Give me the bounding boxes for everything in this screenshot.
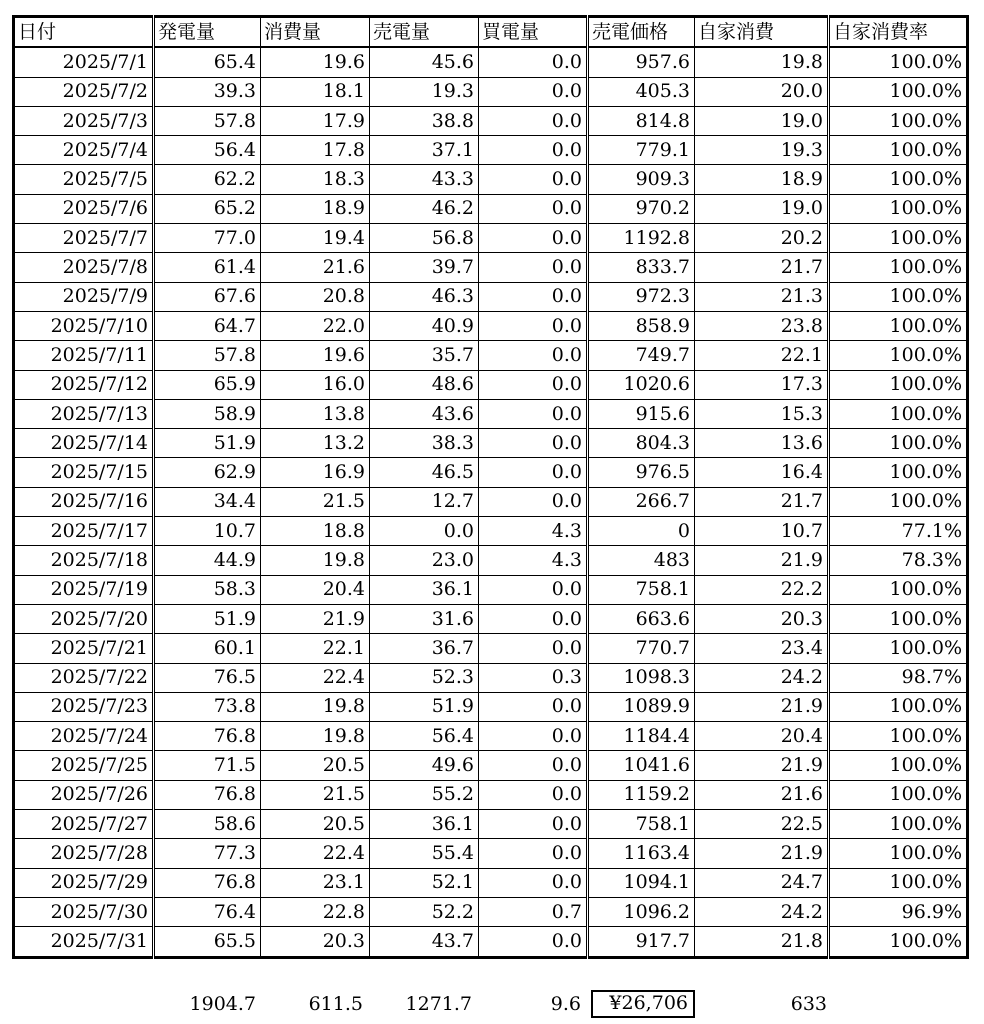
consumption-cell[interactable]: 18.3 [261, 165, 370, 194]
total-generation[interactable]: 1904.7 [189, 993, 256, 1015]
table-row [14, 399, 968, 428]
sale-price-cell[interactable]: 957.6 [588, 47, 695, 77]
sale-price-cell[interactable]: 1192.8 [588, 224, 695, 253]
table-row [14, 663, 968, 692]
sale-price-cell[interactable]: 663.6 [588, 604, 695, 633]
date-cell[interactable]: 2025/7/15 [14, 458, 154, 487]
sale-price-cell[interactable]: 917.7 [588, 927, 695, 957]
table-row [14, 487, 968, 516]
consumption-cell[interactable]: 19.6 [261, 47, 370, 77]
sold-cell[interactable]: 52.1 [370, 868, 479, 897]
sale-price-cell[interactable]: 972.3 [588, 282, 695, 311]
self-consumption-rate-cell[interactable]: 100.0% [829, 253, 968, 282]
generation-cell[interactable]: 62.2 [154, 165, 261, 194]
consumption-cell[interactable]: 19.8 [261, 546, 370, 575]
self-consumption-rate-cell[interactable]: 100.0% [829, 751, 968, 780]
sale-price-cell[interactable]: 1020.6 [588, 370, 695, 399]
self-consumption-rate-cell[interactable]: 100.0% [829, 341, 968, 370]
table-row [14, 429, 968, 458]
header-generation[interactable]: 発電量 [154, 17, 261, 48]
sale-price-cell[interactable]: 770.7 [588, 634, 695, 663]
sold-cell[interactable]: 52.3 [370, 663, 479, 692]
date-cell[interactable]: 2025/7/5 [14, 165, 154, 194]
consumption-cell[interactable]: 19.6 [261, 341, 370, 370]
table-row [14, 341, 968, 370]
consumption-cell[interactable]: 18.8 [261, 517, 370, 546]
self-consumption-cell[interactable]: 23.4 [695, 634, 829, 663]
bought-cell[interactable]: 0.0 [479, 722, 588, 751]
self-consumption-rate-cell[interactable]: 96.9% [829, 897, 968, 926]
self-consumption-rate-cell[interactable]: 78.3% [829, 546, 968, 575]
table-row [14, 810, 968, 839]
date-cell[interactable]: 2025/7/28 [14, 839, 154, 868]
consumption-cell[interactable]: 22.4 [261, 663, 370, 692]
header-sold[interactable]: 売電量 [370, 17, 479, 48]
self-consumption-cell[interactable]: 19.0 [695, 106, 829, 135]
self-consumption-cell[interactable]: 10.7 [695, 517, 829, 546]
self-consumption-cell[interactable]: 21.9 [695, 546, 829, 575]
self-consumption-rate-cell[interactable]: 100.0% [829, 458, 968, 487]
sold-cell[interactable]: 40.9 [370, 311, 479, 340]
self-consumption-rate-cell[interactable]: 100.0% [829, 165, 968, 194]
sold-cell[interactable]: 49.6 [370, 751, 479, 780]
date-cell[interactable]: 2025/7/23 [14, 692, 154, 721]
total-sold[interactable]: 1271.7 [405, 993, 472, 1015]
self-consumption-cell[interactable]: 21.8 [695, 927, 829, 957]
self-consumption-cell[interactable]: 21.7 [695, 253, 829, 282]
table-row [14, 604, 968, 633]
sale-price-cell[interactable]: 1089.9 [588, 692, 695, 721]
bought-cell[interactable]: 0.0 [479, 194, 588, 223]
sold-cell[interactable]: 56.4 [370, 722, 479, 751]
bought-cell[interactable]: 0.0 [479, 165, 588, 194]
self-consumption-cell[interactable]: 21.6 [695, 780, 829, 809]
self-consumption-rate-cell[interactable]: 100.0% [829, 77, 968, 106]
sale-price-cell[interactable]: 1159.2 [588, 780, 695, 809]
self-consumption-cell[interactable]: 24.7 [695, 868, 829, 897]
sold-cell[interactable]: 12.7 [370, 487, 479, 516]
table-row [14, 224, 968, 253]
table-row [14, 458, 968, 487]
date-cell[interactable]: 2025/7/11 [14, 341, 154, 370]
sold-cell[interactable]: 43.6 [370, 399, 479, 428]
sold-cell[interactable]: 45.6 [370, 47, 479, 77]
date-cell[interactable]: 2025/7/12 [14, 370, 154, 399]
bought-cell[interactable]: 0.0 [479, 487, 588, 516]
self-consumption-cell[interactable]: 20.0 [695, 77, 829, 106]
generation-cell[interactable]: 57.8 [154, 341, 261, 370]
self-consumption-rate-cell[interactable]: 100.0% [829, 399, 968, 428]
date-cell[interactable]: 2025/7/17 [14, 517, 154, 546]
date-cell[interactable]: 2025/7/29 [14, 868, 154, 897]
self-consumption-cell[interactable]: 19.3 [695, 136, 829, 165]
self-consumption-rate-cell[interactable]: 100.0% [829, 868, 968, 897]
sold-cell[interactable]: 46.3 [370, 282, 479, 311]
self-consumption-rate-cell[interactable]: 77.1% [829, 517, 968, 546]
date-cell[interactable]: 2025/7/26 [14, 780, 154, 809]
self-consumption-cell[interactable]: 15.3 [695, 399, 829, 428]
consumption-cell[interactable]: 19.4 [261, 224, 370, 253]
generation-cell[interactable]: 39.3 [154, 77, 261, 106]
self-consumption-cell[interactable]: 21.9 [695, 692, 829, 721]
table-row [14, 194, 968, 223]
table-body [14, 47, 968, 957]
self-consumption-cell[interactable]: 22.5 [695, 810, 829, 839]
date-cell[interactable]: 2025/7/6 [14, 194, 154, 223]
date-cell[interactable]: 2025/7/7 [14, 224, 154, 253]
self-consumption-rate-cell[interactable]: 100.0% [829, 194, 968, 223]
sale-price-cell[interactable]: 0 [588, 517, 695, 546]
sold-cell[interactable]: 38.3 [370, 429, 479, 458]
self-consumption-rate-cell[interactable]: 100.0% [829, 780, 968, 809]
total-consumption[interactable]: 611.5 [308, 993, 363, 1015]
table-row [14, 868, 968, 897]
table-row [14, 634, 968, 663]
consumption-cell[interactable]: 22.4 [261, 839, 370, 868]
consumption-cell[interactable]: 16.0 [261, 370, 370, 399]
sold-cell[interactable]: 36.7 [370, 634, 479, 663]
table-row [14, 311, 968, 340]
sold-cell[interactable]: 23.0 [370, 546, 479, 575]
bought-cell[interactable]: 0.0 [479, 692, 588, 721]
sold-cell[interactable]: 56.8 [370, 224, 479, 253]
consumption-cell[interactable]: 20.3 [261, 927, 370, 957]
sale-price-cell[interactable]: 749.7 [588, 341, 695, 370]
table-row [14, 927, 968, 957]
generation-cell[interactable]: 76.8 [154, 722, 261, 751]
self-consumption-rate-cell[interactable]: 100.0% [829, 429, 968, 458]
header-consumption[interactable]: 消費量 [261, 17, 370, 48]
table-row [14, 751, 968, 780]
bought-cell[interactable]: 0.0 [479, 810, 588, 839]
generation-cell[interactable]: 34.4 [154, 487, 261, 516]
header-self-consumption[interactable]: 自家消費 [695, 17, 829, 48]
generation-cell[interactable]: 61.4 [154, 253, 261, 282]
sale-price-cell[interactable]: 266.7 [588, 487, 695, 516]
consumption-cell[interactable]: 22.8 [261, 897, 370, 926]
date-cell[interactable]: 2025/7/22 [14, 663, 154, 692]
date-cell[interactable]: 2025/7/20 [14, 604, 154, 633]
generation-cell[interactable]: 65.2 [154, 194, 261, 223]
self-consumption-rate-cell[interactable]: 100.0% [829, 224, 968, 253]
sold-cell[interactable]: 19.3 [370, 77, 479, 106]
self-consumption-cell[interactable]: 19.0 [695, 194, 829, 223]
consumption-cell[interactable]: 20.8 [261, 282, 370, 311]
date-cell[interactable]: 2025/7/18 [14, 546, 154, 575]
bought-cell[interactable]: 0.0 [479, 399, 588, 428]
self-consumption-rate-cell[interactable]: 100.0% [829, 604, 968, 633]
generation-cell[interactable]: 77.0 [154, 224, 261, 253]
bought-cell[interactable]: 4.3 [479, 546, 588, 575]
total-bought[interactable]: 9.6 [550, 993, 581, 1015]
date-cell[interactable]: 2025/7/1 [14, 47, 154, 77]
bought-cell[interactable]: 0.0 [479, 780, 588, 809]
total-self-consumption[interactable]: 633 [790, 993, 827, 1015]
bought-cell[interactable]: 0.0 [479, 868, 588, 897]
sold-cell[interactable]: 31.6 [370, 604, 479, 633]
generation-cell[interactable]: 62.9 [154, 458, 261, 487]
generation-cell[interactable]: 71.5 [154, 751, 261, 780]
sale-price-cell[interactable]: 779.1 [588, 136, 695, 165]
sold-cell[interactable]: 37.1 [370, 136, 479, 165]
consumption-cell[interactable]: 21.5 [261, 780, 370, 809]
table-row [14, 106, 968, 135]
consumption-cell[interactable]: 16.9 [261, 458, 370, 487]
table-header [14, 17, 968, 48]
generation-cell[interactable]: 56.4 [154, 136, 261, 165]
sale-price-cell[interactable]: 1163.4 [588, 839, 695, 868]
consumption-cell[interactable]: 23.1 [261, 868, 370, 897]
date-cell[interactable]: 2025/7/14 [14, 429, 154, 458]
date-cell[interactable]: 2025/7/13 [14, 399, 154, 428]
generation-cell[interactable]: 65.9 [154, 370, 261, 399]
date-cell[interactable]: 2025/7/2 [14, 77, 154, 106]
self-consumption-cell[interactable]: 21.3 [695, 282, 829, 311]
bought-cell[interactable]: 0.0 [479, 282, 588, 311]
sold-cell[interactable]: 43.3 [370, 165, 479, 194]
date-cell[interactable]: 2025/7/30 [14, 897, 154, 926]
sale-price-cell[interactable]: 1098.3 [588, 663, 695, 692]
bought-cell[interactable]: 0.0 [479, 370, 588, 399]
bought-cell[interactable]: 0.0 [479, 458, 588, 487]
generation-cell[interactable]: 10.7 [154, 517, 261, 546]
generation-cell[interactable]: 76.8 [154, 868, 261, 897]
table-row [14, 517, 968, 546]
generation-cell[interactable]: 65.4 [154, 47, 261, 77]
self-consumption-cell[interactable]: 21.9 [695, 751, 829, 780]
date-cell[interactable]: 2025/7/3 [14, 106, 154, 135]
consumption-cell[interactable]: 22.0 [261, 311, 370, 340]
self-consumption-rate-cell[interactable]: 100.0% [829, 839, 968, 868]
total-sale-price[interactable]: ¥26,706 [591, 990, 695, 1018]
date-cell[interactable]: 2025/7/31 [14, 927, 154, 957]
sold-cell[interactable]: 38.8 [370, 106, 479, 135]
self-consumption-rate-cell[interactable]: 98.7% [829, 663, 968, 692]
self-consumption-cell[interactable]: 22.1 [695, 341, 829, 370]
table-row [14, 282, 968, 311]
self-consumption-cell[interactable]: 23.8 [695, 311, 829, 340]
generation-cell[interactable]: 51.9 [154, 429, 261, 458]
consumption-cell[interactable]: 20.4 [261, 575, 370, 604]
bought-cell[interactable]: 0.3 [479, 663, 588, 692]
header-bought[interactable]: 買電量 [479, 17, 588, 48]
self-consumption-cell[interactable]: 18.9 [695, 165, 829, 194]
self-consumption-rate-cell[interactable]: 100.0% [829, 575, 968, 604]
self-consumption-rate-cell[interactable]: 100.0% [829, 370, 968, 399]
consumption-cell[interactable]: 21.5 [261, 487, 370, 516]
sale-price-cell[interactable]: 976.5 [588, 458, 695, 487]
sold-cell[interactable]: 43.7 [370, 927, 479, 957]
daily-power-table [12, 15, 969, 959]
sold-cell[interactable]: 39.7 [370, 253, 479, 282]
header-date[interactable]: 日付 [14, 17, 154, 48]
sale-price-cell[interactable]: 405.3 [588, 77, 695, 106]
sale-price-cell[interactable]: 483 [588, 546, 695, 575]
self-consumption-cell[interactable]: 22.2 [695, 575, 829, 604]
table-row [14, 839, 968, 868]
date-cell[interactable]: 2025/7/25 [14, 751, 154, 780]
self-consumption-rate-cell[interactable]: 100.0% [829, 487, 968, 516]
date-cell[interactable]: 2025/7/19 [14, 575, 154, 604]
self-consumption-cell[interactable]: 24.2 [695, 663, 829, 692]
sold-cell[interactable]: 48.6 [370, 370, 479, 399]
consumption-cell[interactable]: 13.2 [261, 429, 370, 458]
self-consumption-rate-cell[interactable]: 100.0% [829, 106, 968, 135]
table-row [14, 546, 968, 575]
bought-cell[interactable]: 0.0 [479, 839, 588, 868]
sale-price-cell[interactable]: 804.3 [588, 429, 695, 458]
sale-price-cell[interactable]: 909.3 [588, 165, 695, 194]
bought-cell[interactable]: 0.0 [479, 341, 588, 370]
self-consumption-cell[interactable]: 20.3 [695, 604, 829, 633]
self-consumption-rate-cell[interactable]: 100.0% [829, 136, 968, 165]
self-consumption-cell[interactable]: 20.4 [695, 722, 829, 751]
sale-price-cell[interactable]: 758.1 [588, 575, 695, 604]
consumption-cell[interactable]: 18.1 [261, 77, 370, 106]
consumption-cell[interactable]: 19.8 [261, 722, 370, 751]
sold-cell[interactable]: 46.5 [370, 458, 479, 487]
generation-cell[interactable]: 60.1 [154, 634, 261, 663]
consumption-cell[interactable]: 13.8 [261, 399, 370, 428]
self-consumption-cell[interactable]: 21.9 [695, 839, 829, 868]
table-row [14, 77, 968, 106]
self-consumption-rate-cell[interactable]: 100.0% [829, 927, 968, 957]
table-row [14, 692, 968, 721]
bought-cell[interactable]: 4.3 [479, 517, 588, 546]
self-consumption-rate-cell[interactable]: 100.0% [829, 634, 968, 663]
sold-cell[interactable]: 55.2 [370, 780, 479, 809]
sold-cell[interactable]: 55.4 [370, 839, 479, 868]
sale-price-cell[interactable]: 1094.1 [588, 868, 695, 897]
bought-cell[interactable]: 0.0 [479, 429, 588, 458]
sold-cell[interactable]: 52.2 [370, 897, 479, 926]
bought-cell[interactable]: 0.0 [479, 106, 588, 135]
generation-cell[interactable]: 76.8 [154, 780, 261, 809]
date-cell[interactable]: 2025/7/16 [14, 487, 154, 516]
bought-cell[interactable]: 0.0 [479, 47, 588, 77]
date-cell[interactable]: 2025/7/21 [14, 634, 154, 663]
table-row [14, 575, 968, 604]
bought-cell[interactable]: 0.0 [479, 136, 588, 165]
consumption-cell[interactable]: 21.6 [261, 253, 370, 282]
generation-cell[interactable]: 73.8 [154, 692, 261, 721]
sale-price-cell[interactable]: 1096.2 [588, 897, 695, 926]
sold-cell[interactable]: 46.2 [370, 194, 479, 223]
bought-cell[interactable]: 0.0 [479, 253, 588, 282]
bought-cell[interactable]: 0.0 [479, 927, 588, 957]
bought-cell[interactable]: 0.0 [479, 604, 588, 633]
sold-cell[interactable]: 51.9 [370, 692, 479, 721]
self-consumption-rate-cell[interactable]: 100.0% [829, 47, 968, 77]
self-consumption-cell[interactable]: 19.8 [695, 47, 829, 77]
self-consumption-rate-cell[interactable]: 100.0% [829, 311, 968, 340]
sale-price-cell[interactable]: 915.6 [588, 399, 695, 428]
generation-cell[interactable]: 76.4 [154, 897, 261, 926]
date-cell[interactable]: 2025/7/24 [14, 722, 154, 751]
table-row [14, 722, 968, 751]
table-row [14, 165, 968, 194]
self-consumption-rate-cell[interactable]: 100.0% [829, 282, 968, 311]
self-consumption-rate-cell[interactable]: 100.0% [829, 692, 968, 721]
consumption-cell[interactable]: 20.5 [261, 751, 370, 780]
generation-cell[interactable]: 58.6 [154, 810, 261, 839]
self-consumption-cell[interactable]: 24.2 [695, 897, 829, 926]
consumption-cell[interactable]: 21.9 [261, 604, 370, 633]
table-row [14, 897, 968, 926]
consumption-cell[interactable]: 18.9 [261, 194, 370, 223]
generation-cell[interactable]: 65.5 [154, 927, 261, 957]
bought-cell[interactable]: 0.0 [479, 77, 588, 106]
table-row [14, 253, 968, 282]
date-cell[interactable]: 2025/7/4 [14, 136, 154, 165]
sale-price-cell[interactable]: 858.9 [588, 311, 695, 340]
bought-cell[interactable]: 0.0 [479, 634, 588, 663]
table-row [14, 136, 968, 165]
generation-cell[interactable]: 44.9 [154, 546, 261, 575]
sale-price-cell[interactable]: 970.2 [588, 194, 695, 223]
generation-cell[interactable]: 57.8 [154, 106, 261, 135]
header-self-consumption-rate[interactable]: 自家消費率 [829, 17, 968, 48]
generation-cell[interactable]: 58.9 [154, 399, 261, 428]
date-cell[interactable]: 2025/7/9 [14, 282, 154, 311]
bought-cell[interactable]: 0.7 [479, 897, 588, 926]
consumption-cell[interactable]: 19.8 [261, 692, 370, 721]
bought-cell[interactable]: 0.0 [479, 224, 588, 253]
self-consumption-rate-cell[interactable]: 100.0% [829, 810, 968, 839]
generation-cell[interactable]: 76.5 [154, 663, 261, 692]
consumption-cell[interactable]: 17.8 [261, 136, 370, 165]
sold-cell[interactable]: 36.1 [370, 575, 479, 604]
self-consumption-cell[interactable]: 21.7 [695, 487, 829, 516]
bought-cell[interactable]: 0.0 [479, 311, 588, 340]
generation-cell[interactable]: 64.7 [154, 311, 261, 340]
generation-cell[interactable]: 77.3 [154, 839, 261, 868]
self-consumption-cell[interactable]: 13.6 [695, 429, 829, 458]
generation-cell[interactable]: 67.6 [154, 282, 261, 311]
generation-cell[interactable]: 58.3 [154, 575, 261, 604]
sale-price-cell[interactable]: 758.1 [588, 810, 695, 839]
table-row [14, 370, 968, 399]
sold-cell[interactable]: 0.0 [370, 517, 479, 546]
header-sale-price[interactable]: 売電価格 [588, 17, 695, 48]
consumption-cell[interactable]: 20.5 [261, 810, 370, 839]
date-cell[interactable]: 2025/7/8 [14, 253, 154, 282]
sale-price-cell[interactable]: 1184.4 [588, 722, 695, 751]
consumption-cell[interactable]: 22.1 [261, 634, 370, 663]
self-consumption-cell[interactable]: 17.3 [695, 370, 829, 399]
bought-cell[interactable]: 0.0 [479, 575, 588, 604]
table-row [14, 47, 968, 77]
date-cell[interactable]: 2025/7/27 [14, 810, 154, 839]
self-consumption-rate-cell[interactable]: 100.0% [829, 722, 968, 751]
sale-price-cell[interactable]: 1041.6 [588, 751, 695, 780]
header-row [14, 17, 968, 48]
bought-cell[interactable]: 0.0 [479, 751, 588, 780]
sold-cell[interactable]: 36.1 [370, 810, 479, 839]
sold-cell[interactable]: 35.7 [370, 341, 479, 370]
generation-cell[interactable]: 51.9 [154, 604, 261, 633]
self-consumption-cell[interactable]: 20.2 [695, 224, 829, 253]
table-row [14, 780, 968, 809]
date-cell[interactable]: 2025/7/10 [14, 311, 154, 340]
sale-price-cell[interactable]: 814.8 [588, 106, 695, 135]
self-consumption-cell[interactable]: 16.4 [695, 458, 829, 487]
consumption-cell[interactable]: 17.9 [261, 106, 370, 135]
sale-price-cell[interactable]: 833.7 [588, 253, 695, 282]
